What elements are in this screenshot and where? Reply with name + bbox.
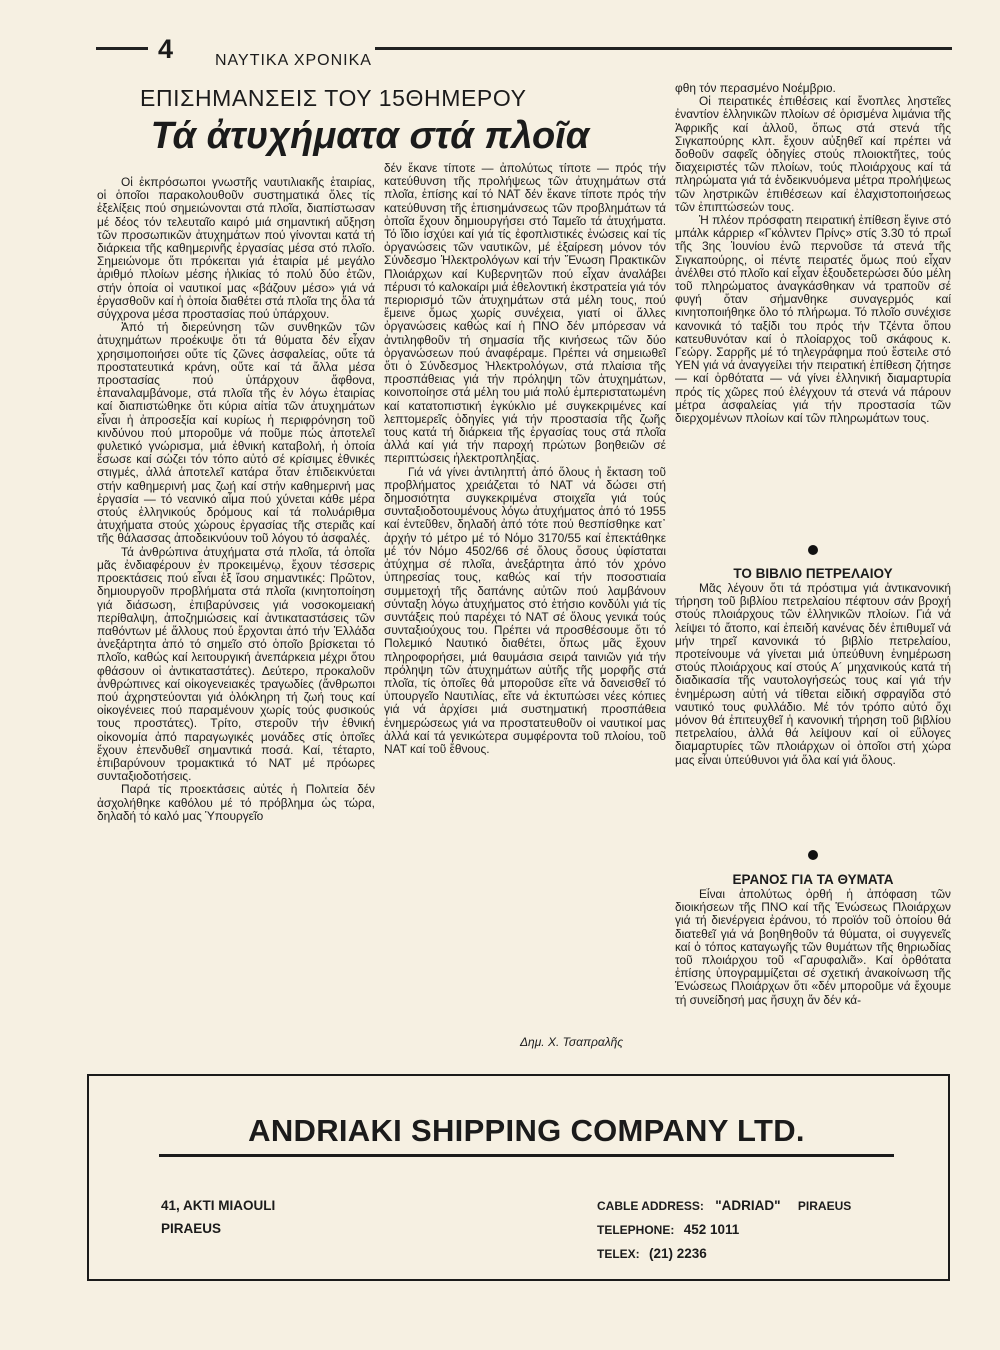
telex-value: (21) 2236 bbox=[649, 1246, 707, 1261]
telex bbox=[597, 1242, 851, 1266]
article-column-1 bbox=[97, 176, 375, 1051]
author-signature: Δημ. Χ. Τσαπραλῆς bbox=[520, 1035, 624, 1049]
advertiser-name: ANDRIAKI SHIPPING COMPANY LTD. bbox=[248, 1113, 805, 1148]
telephone bbox=[597, 1218, 851, 1242]
paragraph: Οἱ πειρατικές ἐπιθέσεις καί ἔνοπλες ληστεῖες ἐναντίον ἑλληνικῶν πλοίων σέ ὁρισμένα λιμάνια τῆς Ἀφρικῆς καί ἀλλοῦ, ὅπως στά στενά τῆς Σιγκαπούρης κλπ. ἔχουν αὐξηθεῖ καί πρέπει νά δοθοῦν σαφεῖς ὁδηγίες στούς πλοιοκτῆτες, τούς διαχειριστές τῶν πλοίων, τούς πλοιάρχους καί τά πληρώματα γιά τά ἐνδεικνυόμενα μέτρα προλήψεως τῶν ληστρικῶν ἐπιθέσεων καί ἐλαχιστοποιήσεως τῶν ἐπιπτώσεών τους. bbox=[675, 94, 951, 214]
advertisement-box bbox=[87, 1074, 950, 1281]
telephone-value: 452 1011 bbox=[683, 1222, 740, 1237]
paragraph: Οἱ ἐκπρόσωποι γνωστῆς ναυτιλιακῆς ἑταιρίας, οἱ ὁποῖοι παρακολουθοῦν συστηματικά ὅλες τίς ἐξελίξεις πού σημειώνονται στά πλοῖα, διαπίστωσαν μέ δέος τόν τελευταῖο καιρό μιά σημαντική αὔξηση τῶν προσωπικῶν ἀτυχημάτων πού γίνονται κατά τή διάρκεια τῆς καθημερινῆς ἐργασίας μέσα στό πλοῖο. Σημειώνομε ὅτι πρόκειται γιά ἑταιρία μέ μεγάλο ἀριθμό πλοίων μέσης ἡλικίας τό πολύ δύο ἐτῶν, στήν ὁποία οἱ ναυτικοί μας «βάζουν μέσο» γιά νά ἐργασθοῦν καί ἡ ὁποία διαθέτει στά πλοῖα της ὅλα τά σύγχρονα μέσα προστασίας πού ὑπάρχουν. bbox=[97, 176, 375, 322]
cable-city: PIRAEUS bbox=[797, 1199, 852, 1213]
advertiser-underline bbox=[159, 1154, 894, 1157]
publication-title: ΝΑΥΤΙΚΑ ΧΡΟΝΙΚΑ bbox=[215, 52, 372, 69]
paragraph: Ἡ πλέον πρόσφατη πειρατική ἐπίθεση ἔγινε στό μπάλκ κάρριερ «Γκόλντεν Πρίνς» στίς 3.30 τό πρωΐ τῆς 3ης Ἰουνίου ἐνῶ περνοῦσε τά στενά τῆς Σιγκαπούρης, οἱ πέντε πειρατές ὅμως πού εἶχαν ἀνέλθει στό πλοῖο καί εἶχαν ἐξουδετερώσει δύο μέλη τοῦ πληρώματος ἀναγκάσθηκαν νά τραποῦν σέ φυγή ὅταν σήμανθηκε συναγερμός καί κινητοποιήθηκε ὅλο τό πλήρωμα. Τό πλοῖο συνέχισε κανονικά τό ταξίδι του πρός τήν Τζέντα ὅπου κατευθυνόταν καί ὁ πλοίαρχος τοῦ σκάφους κ. Γεώργ. Σαρρῆς μέ τό τηλεγράφημα πού ἔστειλε στό ΥΕΝ γιά νά ἀναγγείλει τήν πειρατική ἐπίθεση ζήτησε — καί ὀρθότατα — νά γίνει ἑλληνική διαμαρτυρία πρός τίς χῶρες πού ἐλέγχουν τά στενά νά πάρουν μέτρα ἀσφαλείας γιά τήν προστασία τῶν διερχομένων πλοίων καί τῶν πληρωμάτων τους. bbox=[675, 213, 951, 426]
paragraph: φθη τόν περασμένο Νοέμβριο. bbox=[675, 82, 836, 95]
paragraph: Μᾶς λέγουν ὅτι τά πρόστιμα γιά ἀντικανονική τήρηση τοῦ βιβλίου πετρελαίου πέφτουν σάν βροχή στούς πλοιάρχους τῶν ἑλληνικῶν πλοίων. Γιά νά λείψει τό ἄτοπο, καί ἐπειδή κανένας δέν ἐπιθυμεῖ νά μήν τηρεῖ κανονικά τό βιβλίο πετρελαίου, προτείνουμε νά γίνεται μιά ὑπεύθυνη ἐνημέρωση στούς πλοιάρχους καί στούς Α´ μηχανικούς κατά τή διαδικασία τῆς ναυτολογήσεώς τους καί γιά τήν ἐνημέρωση αὐτή νά τίθεται εἰδική σφραγίδα στό ναυτικό τους φυλλάδιο. Μέ τόν τρόπο αὐτό ὄχι μόνον θά ἐπιτευχθεῖ ἡ κανονική τήρηση τοῦ βιβλίου πετρελαίου, ἀλλά θά λείψουν καί οἱ εὔλογες διαμαρτυρίες τῶν πλοιάρχων οἱ ὁποῖοι στή χώρα μας εἶναι ὑπεύθυνοι γιά ὅλα καί γιά ὅλους. bbox=[675, 582, 951, 767]
article-column-3 bbox=[675, 82, 951, 540]
header-rule-right bbox=[375, 47, 952, 50]
cable-address bbox=[597, 1194, 851, 1218]
paragraph: Ἀπό τή διερεύνηση τῶν συνθηκῶν τῶν ἀτυχημάτων προέκυψε ὅτι τά θύματα δέν εἶχαν χρησιμοποιήσει οὔτε τίς ζῶνες ἀσφαλείας, οὔτε τά προστατευτικά κράνη, οὔτε καί τά ἄλλα μέσα προστασίας πού ὑπάρχουν ἄφθονα, ἐπαναλαμβάνομε, στά πλοῖα τῆς ἐν λόγω ἑταιρίας καί διαπιστώθηκε ὅτι κύρια αἰτία τῶν ἀτυχημάτων εἶναι ἡ ἀπροσεξία καί κυρίως ἡ περιφρόνηση τοῦ κινδύνου πού μποροῦμε νά ποῦμε πώς ἀποτελεῖ φυλετικό γνώρισμα, μιά ἐθνική καταβολή, ἡ ὁποία ἔσωσε καί σώζει τόν τόπο αὐτό σέ κρίσιμες ἐθνικές στιγμές, ἀλλά ἀποτελεῖ κατάρα ὅταν ἐπιδεικνύεται στήν καθημερινή μας ζωή καί στήν καθημερινή μας ἐργασία — τό νεανικό αἷμα πού χύνεται κάθε μέρα στούς ἑλληνικούς δρόμους καί τά πολυάριθμα ἀτυχήματα στούς χώρους ἐργασίας τῆς στεριᾶς καί τῆς θάλασσας ἀποδεικνύουν τοῦ λόγου τό ἀσφαλές. bbox=[97, 320, 375, 546]
section-bullet-icon bbox=[808, 850, 818, 860]
section-text-oil-book bbox=[675, 582, 951, 832]
advertiser-address bbox=[161, 1194, 275, 1240]
paragraph: δέν ἔκανε τίποτε — ἀπολύτως τίποτε — πρός τήν κατεύθυνση τῆς προλήψεως τῶν ἀτυχημάτων στά πλοῖα, ἐπίσης καί τό ΝΑΤ δέν ἔκανε τίποτε πρός τήν κατεύθυνση τῆς ἐπισημάνσεως τῶν προβλημάτων τά ὁποῖα ἔχουν δημιουργήσει στό Ταμεῖο τά ἀτυχήματα. Τό ἴδιο ἰσχύει καί γιά τίς ἐφοπλιστικές ἑνώσεις καί τίς ὀργανώσεις τῶν ναυτικῶν, μέ ἐξαίρεση μόνον τόν Σύνδεσμο Ἠλεκτρολόγων καί τήν Ἕνωση Πρακτικῶν Πλοιάρχων καί Κυβερνητῶν πού εἶχαν ἀναλάβει πέρυσι τό καλοκαίρι μιά ἐθελοντική ἐκστρατεία γιά τόν περιορισμό τῶν ἀτυχημάτων στά μέλη τους, πού ἔμεινε ὅμως χωρίς συνέχεια, γιατί οἱ ἄλλες ὀργανώσεις καθώς καί ἡ ΠΝΟ δέν μπόρεσαν νά ἀντιληφθοῦν τή σημασία τῆς κινήσεως τῶν δύο ὀργανώσεων πού ἀναφέραμε. Πρέπει νά σημειωθεῖ ὅτι ὁ Σύνδεσμος Ἠλεκτρολόγων, στά πλαίσια τῆς προσπάθειας γιά τήν πρόληψη τῶν ἀτυχημάτων, κοινοποίησε στά μέλη του μιά πολύ ἐμπεριστατωμένη καί κατατοπιστική ἐγκύκλιο μέ συγκεκριμένες καί λεπτομερεῖς ὁδηγίες γιά τήν προστασία τῆς ζωῆς τους κατά τή διάρκεια τῆς ἐργασίας τους στά πλοῖα ἀλλά καί γιά τήν παροχή πρώτων βοηθειῶν σέ περιπτώσεις ἠλεκτροπληξίας. bbox=[384, 162, 666, 466]
address-line: 41, AKTI MIAOULI bbox=[161, 1198, 276, 1213]
paragraph: Τά ἀνθρώπινα ἀτυχήματα στά πλοῖα, τά ὁποῖα μᾶς ἐνδιαφέρουν ἐν προκειμένῳ, ἔχουν τέσσερις προεκτάσεις πού εἶναι ἐξ ἴσου σημαντικές: Πρῶτον, δημιουργοῦν προβλήματα στά πλοῖα (κινητοποίηση γιά διάσωση, ἐπιβαρύνσεις γιά νοσοκομειακή περίθαλψη, ἀποζημιώσεις καί ἀντικαταστάσεις τῶν παθόντων μέ ἄλλους πού ἔρχονται ἀπό τήν Ἑλλάδα ἀνεξάρτητα ἀπό τό σημεῖο στό ὁποῖο βρίσκεται τό πλοῖο, καθώς καί λειτουργική ἀνεπάρκεια μέχρι ὅτου φθάσουν οἱ ἀντικαταστάτες). Δεύτερο, προκαλοῦν ἀνθρώπινες καί οἰκογενειακές τραγωδίες (ἄνθρωποι πού ἀχρηστεύονται γιά ὁλόκληρη τή ζωή τους καί οἰκογένειες πού παραμένουν χωρίς τούς φυσικούς τους προστάτες). Τρίτο, στεροῦν τήν ἐθνική οἰκονομία ἀπό παραγωγικές μονάδες στίς ὁποῖες ἔχουν ἐπενδυθεῖ σημαντικά ποσά. Καί, τέταρτο, ἐπιβαρύνουν τρομακτικά τό ΝΑΤ μέ πρόωρες συνταξιοδοτήσεις. bbox=[97, 544, 375, 784]
paragraph: Γιά νά γίνει ἀντιληπτή ἀπό ὅλους ἡ ἔκταση τοῦ προβλήματος χρειάζεται τό ΝΑΤ νά δώσει στή δημοσιότητα συγκεκριμένα στοιχεῖα γιά τούς συνταξιοδοτουμένους λόγω ἀτυχήματος ἀπό τό 1955 καί ἐντεῦθεν, δηλαδή ἀπό τότε πού θεσπίσθηκε κατ᾽ ἀρχήν τό μέτρο μέ τό Νόμο 3170/55 καί ἐπεκτάθηκε μέ τόν Νόμο 4502/66 σέ ὅλους ὅσους ὑφίσταται ἀτύχημα σέ πλοῖα, ἀνεξάρτητα ἀπό τόν χρόνο ὑπηρεσίας τους, καθώς καί τήν ποσοστιαία συμμετοχή τῆς δαπάνης αὐτῶν πού λαμβάνουν σύνταξη λόγω ἀτυχήματος στό ἐτήσιο κονδύλι γιά τίς συντάξεις πού παρέχει τό ΝΑΤ σέ ὅλους γενικά τούς συνταξιούχους του. Πρέπει νά προσθέσουμε ὅτι τό Πολεμικό Ναυτικό διαθέτει, ὅπως μᾶς ἔχουν πληροφορήσει, μιά θαυμάσια σειρά ταινιῶν γιά τήν πρόληψη τῶν ἀτυχημάτων αὐτῆς τῆς μορφῆς στά πλοῖα, τίς ὁποῖες θά μποροῦσε εἴτε νά δανεισθεῖ τό ὑπουργεῖο Ναυτιλίας, εἴτε νά ἐκτυπώσει νέες κόπιες γιά νά ἀρχίσει μιά συστηματική προσπάθεια ἐνημερώσεως γιά να προστατευθοῦν οἱ ναυτικοί μας ἀλλά καί τά γενικώτερα συμφέροντα τοῦ πλοίου, τοῦ ΝΑΤ καί τοῦ ἔθνους. bbox=[384, 464, 666, 756]
advertiser-contacts bbox=[597, 1194, 851, 1266]
article-kicker: ΕΠΙΣΗΜΑΝΣΕΙΣ ΤΟΥ 15ΘΗΜΕΡΟΥ bbox=[140, 85, 527, 111]
section-title-donation: ΕΡΑΝΟΣ ΓΙΑ ΤΑ ΘΥΜΑΤΑ bbox=[732, 872, 894, 887]
cable-value: "ADRIAD" bbox=[715, 1198, 781, 1213]
section-title-oil-book: ΤΟ ΒΙΒΛΙΟ ΠΕΤΡΕΛΑΙΟΥ bbox=[733, 566, 893, 581]
article-column-2 bbox=[384, 162, 666, 1022]
telex-label: TELEX: bbox=[597, 1247, 640, 1261]
cable-label: CABLE ADDRESS: bbox=[597, 1199, 704, 1213]
section-bullet-icon bbox=[808, 545, 818, 555]
article-headline: Τά ἀτυχήματα στά πλοῖα bbox=[150, 115, 590, 157]
section-text-donation bbox=[675, 888, 951, 1048]
page-number: 4 bbox=[158, 34, 174, 64]
paragraph: Παρά τίς προεκτάσεις αὐτές ἡ Πολιτεία δέν ἀσχολήθηκε καθόλου μέ τό πρόβλημα ὡς τώρα, δηλαδή τό καλό μας Ὑπουργεῖο bbox=[97, 782, 375, 823]
paragraph: Εἶναι ἀπολύτως ὀρθή ἡ ἀπόφαση τῶν διοικήσεων τῆς ΠΝΟ καί τῆς Ἑνώσεως Πλοιάρχων γιά τή διενέργεια ἐράνου, τό προϊόν τοῦ ὁποίου θά διατεθεῖ γιά νά βοηθηθοῦν τά θύματα, οἱ συγγενεῖς καί ὁ τόπος καταγωγῆς τῶν θυμάτων τῆς θηριωδίας τοῦ πλοιάρχου τοῦ «Γαρυφαλιᾶ». Καί ὀρθότατα ἐπίσης ὑπογραμμίζεται σέ σχετική ἀνακοίνωση τῆς Ἑνώσεως Πλοιάρχων ὅτι «δέν μποροῦμε νά ἔχουμε τή συνείδησή μας ἥσυχη ἄν δέν κά- bbox=[675, 888, 951, 1007]
address-line: PIRAEUS bbox=[161, 1221, 222, 1236]
telephone-label: TELEPHONE: bbox=[597, 1223, 675, 1237]
header-rule-left bbox=[96, 47, 148, 50]
